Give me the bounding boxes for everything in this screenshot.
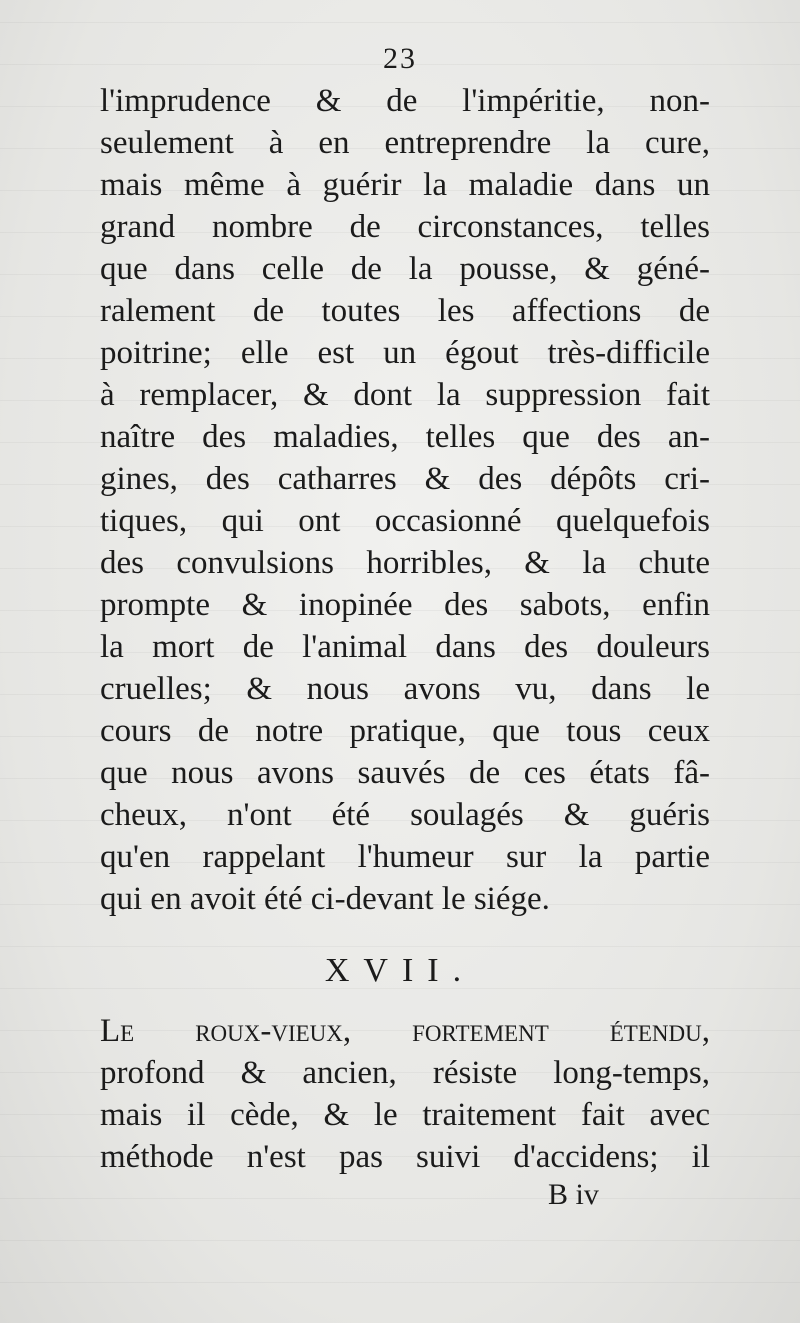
text-line: gines, des catharres & des dépôts cri- [100, 461, 710, 497]
section-heading: XVII. [324, 952, 476, 989]
text-line: tiques, qui ont occasionné quelquefois [100, 503, 710, 539]
text-line: méthode n'est pas suivi d'accidens; il [100, 1139, 710, 1175]
text-line: des convulsions horribles, & la chute [100, 545, 710, 581]
text-line: que dans celle de la pousse, & géné- [100, 251, 710, 287]
text-line: à remplacer, & dont la suppression fait [100, 377, 710, 413]
text-line: que nous avons sauvés de ces états fâ- [100, 755, 710, 791]
text-line: poitrine; elle est un égout très-difficile [100, 335, 710, 371]
text-line: Le roux-vieux, fortement étendu, [100, 1013, 710, 1049]
paragraph-2 [100, 1010, 710, 1178]
text-line: qui en avoit été ci-devant le siége. [100, 881, 550, 917]
text-line: cours de notre pratique, que tous ceux [100, 713, 710, 749]
text-line: cheux, n'ont été soulagés & guéris [100, 797, 710, 833]
text-line: mais même à guérir la maladie dans un [100, 167, 710, 203]
text-line: la mort de l'animal dans des douleurs [100, 629, 710, 665]
text-line: naître des maladies, telles que des an- [100, 419, 710, 455]
text-line: grand nombre de circonstances, telles [100, 209, 710, 245]
text-line: cruelles; & nous avons vu, dans le [100, 671, 710, 707]
page-number: 23 [383, 42, 417, 75]
text-line: l'imprudence & de l'impéritie, non- [100, 83, 710, 119]
signature-mark: B iv [548, 1178, 599, 1211]
text-line: mais il cède, & le traitement fait avec [100, 1097, 710, 1133]
text-line: qu'en rappelant l'humeur sur la partie [100, 839, 710, 875]
text-line: profond & ancien, résiste long-temps, [100, 1055, 710, 1091]
text-line: prompte & inopinée des sabots, enfin [100, 587, 710, 623]
text-line: ralement de toutes les affections de [100, 293, 710, 329]
paragraph-1 [100, 80, 710, 920]
text-line: seulement à en entreprendre la cure, [100, 125, 710, 161]
